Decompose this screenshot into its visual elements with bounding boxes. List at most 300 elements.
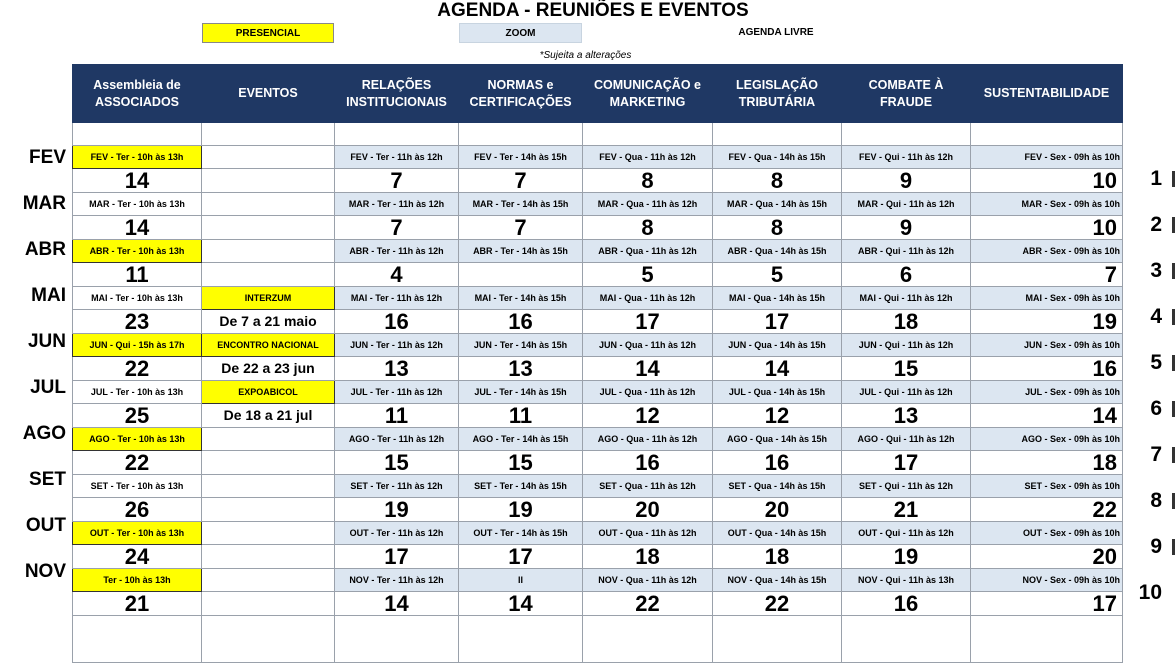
day-number: 21	[124, 591, 150, 616]
event-dates: De 7 a 21 maio	[219, 313, 317, 329]
relacoes-time-cell	[335, 522, 459, 545]
day-number: 19	[1092, 309, 1117, 334]
normas-time-cell	[459, 287, 583, 310]
fraude-time-cell	[842, 569, 971, 592]
time-label: MAR - Qua - 11h às 12h	[597, 199, 698, 209]
comunicacao-time-cell	[583, 381, 713, 404]
col-header-comunicacao: COMUNICAÇÃO e MARKETING	[583, 65, 713, 123]
col-header-legislacao: LEGISLAÇÃO TRIBUTÁRIA	[713, 65, 842, 123]
legislacao-day-cell	[713, 216, 842, 240]
day-number: 19	[893, 544, 919, 569]
edge-marker	[1172, 217, 1175, 233]
time-label: Ter - 10h às 13h	[103, 575, 171, 585]
comunicacao-day-cell	[583, 404, 713, 428]
col-header-relacoes: RELAÇÕES INSTITUCIONAIS	[335, 65, 459, 123]
assembleia-day-cell	[73, 310, 202, 334]
time-label: MAR - Ter - 14h às 15h	[472, 199, 569, 209]
assembleia-day-cell	[73, 545, 202, 569]
time-label: SET - Sex - 09h às 10h	[1024, 481, 1120, 491]
schedule-day-row	[73, 592, 1123, 616]
schedule-day-row	[73, 357, 1123, 381]
month-label: MAI	[31, 285, 66, 306]
schedule-label-row	[73, 475, 1123, 498]
normas-time-cell	[459, 146, 583, 169]
time-label: JUN - Qui - 15h às 17h	[89, 340, 185, 350]
event-name: INTERZUM	[244, 293, 292, 303]
time-label: MAI - Qua - 11h às 12h	[599, 293, 696, 303]
time-label: ABR - Ter - 11h às 12h	[349, 246, 444, 256]
schedule-day-row	[73, 169, 1123, 193]
event-dates-cell	[202, 545, 335, 569]
sustentabilidade-time-cell	[971, 381, 1123, 404]
time-label: AGO - Qui - 11h às 12h	[857, 434, 955, 444]
relacoes-time-cell	[335, 193, 459, 216]
comunicacao-time-cell	[583, 428, 713, 451]
sustentabilidade-day-cell	[971, 216, 1123, 240]
normas-day-cell	[459, 404, 583, 428]
legislacao-time-cell	[713, 334, 842, 357]
agenda-table	[72, 64, 1123, 663]
time-label: ABR - Qua - 11h às 12h	[598, 246, 697, 256]
time-label: JUL - Ter - 14h às 15h	[474, 387, 567, 397]
day-number: 12	[635, 403, 660, 428]
time-label: MAR - Sex - 09h às 10h	[1021, 199, 1120, 209]
sustentabilidade-day-cell	[971, 592, 1123, 616]
day-number: 19	[508, 497, 533, 522]
month-label: SET	[29, 469, 66, 490]
month-label: FEV	[29, 147, 66, 168]
normas-day-cell	[459, 592, 583, 616]
assembleia-time-cell	[73, 428, 202, 451]
time-label: MAR - Ter - 10h às 13h	[89, 199, 185, 209]
edge-marker	[1172, 493, 1175, 509]
comunicacao-time-cell	[583, 475, 713, 498]
relacoes-time-cell	[335, 240, 459, 263]
time-label: MAI - Qui - 11h às 12h	[859, 293, 953, 303]
day-number: 26	[124, 497, 150, 522]
relacoes-day-cell	[335, 310, 459, 334]
normas-day-cell	[459, 169, 583, 193]
day-number: 17	[635, 309, 660, 334]
empty-row	[73, 616, 1123, 663]
schedule-label-row	[73, 522, 1123, 545]
event-dates: De 18 a 21 jul	[223, 407, 313, 423]
time-label: MAR - Qua - 14h às 15h	[726, 199, 828, 209]
row-index: 9	[1150, 535, 1162, 558]
normas-time-cell	[459, 569, 583, 592]
subject-to-change-note: *Sujeita a alterações	[539, 50, 632, 61]
normas-day-cell	[459, 216, 583, 240]
time-label: JUN - Ter - 14h às 15h	[473, 340, 568, 350]
time-label: AGO - Ter - 10h às 13h	[89, 434, 185, 444]
day-number: 21	[893, 497, 919, 522]
assembleia-time-cell	[73, 240, 202, 263]
assembleia-time-cell	[73, 569, 202, 592]
day-number: 14	[508, 591, 533, 616]
time-label: NOV - Qua - 14h às 15h	[727, 575, 827, 585]
assembleia-day-cell	[73, 592, 202, 616]
relacoes-time-cell	[335, 146, 459, 169]
sustentabilidade-time-cell	[971, 522, 1123, 545]
time-label: ABR - Sex - 09h às 10h	[1022, 246, 1120, 256]
legislacao-day-cell	[713, 263, 842, 287]
day-number: 5	[641, 262, 654, 287]
relacoes-time-cell	[335, 569, 459, 592]
event-name-cell	[202, 334, 335, 357]
event-name-cell	[202, 146, 335, 169]
day-number: 7	[390, 215, 403, 240]
legislacao-time-cell	[713, 475, 842, 498]
relacoes-time-cell	[335, 428, 459, 451]
sustentabilidade-day-cell	[971, 263, 1123, 287]
relacoes-day-cell	[335, 404, 459, 428]
day-number: 4	[390, 262, 403, 287]
fraude-day-cell	[842, 404, 971, 428]
fraude-time-cell	[842, 334, 971, 357]
assembleia-day-cell	[73, 263, 202, 287]
day-number: 20	[1092, 544, 1117, 569]
sustentabilidade-day-cell	[971, 498, 1123, 522]
normas-time-cell	[459, 193, 583, 216]
fraude-day-cell	[842, 310, 971, 334]
time-label: SET - Qua - 14h às 15h	[728, 481, 826, 491]
day-number: 16	[635, 450, 660, 475]
day-number: 15	[508, 450, 533, 475]
month-label: ABR	[24, 239, 66, 260]
time-label: OUT - Ter - 14h às 15h	[473, 528, 568, 538]
normas-day-cell	[459, 545, 583, 569]
legislacao-time-cell	[713, 193, 842, 216]
fraude-time-cell	[842, 475, 971, 498]
edge-marker	[1172, 401, 1175, 417]
legislacao-day-cell	[713, 498, 842, 522]
col-header-fraude: COMBATE À FRAUDE	[842, 65, 971, 123]
assembleia-day-cell	[73, 216, 202, 240]
fraude-time-cell	[842, 146, 971, 169]
time-label: MAR - Qui - 11h às 12h	[857, 199, 955, 209]
col-header-eventos: EVENTOS	[202, 65, 335, 123]
event-dates-cell	[202, 592, 335, 616]
time-label: JUN - Qui - 11h às 12h	[858, 340, 954, 350]
fraude-day-cell	[842, 216, 971, 240]
schedule-day-row	[73, 263, 1123, 287]
event-dates-cell	[202, 357, 335, 381]
assembleia-time-cell	[73, 287, 202, 310]
legend-agenda-livre: AGENDA LIVRE	[738, 27, 814, 38]
col-header-assembleia: Assembleia de ASSOCIADOS	[73, 65, 202, 123]
day-number: 22	[1092, 497, 1117, 522]
assembleia-day-cell	[73, 451, 202, 475]
event-name-cell	[202, 569, 335, 592]
day-number: 16	[1092, 356, 1117, 381]
comunicacao-day-cell	[583, 216, 713, 240]
day-number: 7	[514, 168, 527, 193]
time-label: NOV - Sex - 09h às 10h	[1022, 575, 1120, 585]
day-number: 17	[508, 544, 533, 569]
schedule-day-row	[73, 545, 1123, 569]
event-dates-cell	[202, 169, 335, 193]
normas-day-cell	[459, 310, 583, 334]
event-dates: De 22 a 23 jun	[221, 360, 315, 376]
day-number: 24	[124, 544, 150, 569]
time-label: JUL - Qua - 11h às 12h	[599, 387, 696, 397]
day-number: 17	[1092, 591, 1117, 616]
schedule-label-row	[73, 146, 1123, 169]
sustentabilidade-time-cell	[971, 240, 1123, 263]
day-number: 18	[764, 544, 790, 569]
day-number: 11	[125, 262, 149, 287]
time-label: ABR - Qua - 14h às 15h	[727, 246, 827, 256]
time-label: SET - Qua - 11h às 12h	[599, 481, 696, 491]
event-dates-cell	[202, 310, 335, 334]
legend-presencial: PRESENCIAL	[202, 23, 334, 43]
day-number: 18	[1092, 450, 1117, 475]
event-dates-cell	[202, 404, 335, 428]
time-label: SET - Qui - 11h às 12h	[858, 481, 954, 491]
edge-marker	[1172, 355, 1175, 371]
sustentabilidade-time-cell	[971, 193, 1123, 216]
event-dates-cell	[202, 451, 335, 475]
day-number: 13	[893, 403, 919, 428]
edge-marker	[1172, 309, 1175, 325]
comunicacao-day-cell	[583, 545, 713, 569]
time-label: JUN - Sex - 09h às 10h	[1023, 340, 1120, 350]
comunicacao-day-cell	[583, 169, 713, 193]
schedule-label-row	[73, 381, 1123, 404]
time-label: ABR - Ter - 10h às 13h	[89, 246, 185, 256]
fraude-time-cell	[842, 193, 971, 216]
event-dates-cell	[202, 498, 335, 522]
event-name: ENCONTRO NACIONAL	[217, 340, 319, 350]
comunicacao-day-cell	[583, 310, 713, 334]
row-index: 3	[1150, 259, 1162, 282]
row-index: 8	[1150, 489, 1162, 512]
day-number: 12	[764, 403, 790, 428]
edge-marker	[1172, 539, 1175, 555]
time-label: AGO - Qua - 14h às 15h	[726, 434, 828, 444]
fraude-time-cell	[842, 287, 971, 310]
schedule-day-row	[73, 498, 1123, 522]
col-header-sustentabilidade: SUSTENTABILIDADE	[971, 65, 1123, 123]
day-number: 6	[899, 262, 913, 287]
time-label: AGO - Sex - 09h às 10h	[1021, 434, 1120, 444]
comunicacao-time-cell	[583, 193, 713, 216]
day-number: 13	[384, 356, 409, 381]
time-label: MAR - Ter - 11h às 12h	[348, 199, 445, 209]
relacoes-day-cell	[335, 216, 459, 240]
header-row	[73, 65, 1123, 123]
day-number: 10	[1092, 215, 1117, 240]
time-label: FEV - Ter - 10h às 13h	[90, 152, 184, 162]
time-label: MAI - Ter - 10h às 13h	[91, 293, 183, 303]
normas-time-cell	[459, 240, 583, 263]
day-number: 13	[508, 356, 533, 381]
event-name-cell	[202, 240, 335, 263]
day-number: 11	[508, 403, 533, 428]
schedule-label-row	[73, 428, 1123, 451]
sustentabilidade-day-cell	[971, 404, 1123, 428]
legislacao-time-cell	[713, 569, 842, 592]
comunicacao-time-cell	[583, 334, 713, 357]
event-name-cell	[202, 428, 335, 451]
event-name-cell	[202, 193, 335, 216]
event-name-cell	[202, 381, 335, 404]
day-number: 22	[124, 450, 150, 475]
time-label: JUL - Qua - 14h às 15h	[728, 387, 826, 397]
day-number: 5	[770, 262, 784, 287]
time-label: MAI - Qua - 14h às 15h	[728, 293, 826, 303]
month-label: JUL	[30, 377, 66, 398]
time-label: SET - Ter - 10h às 13h	[90, 481, 184, 491]
comunicacao-day-cell	[583, 263, 713, 287]
normas-time-cell	[459, 381, 583, 404]
spacer-row	[73, 123, 1123, 146]
row-index: 5	[1150, 351, 1162, 374]
assembleia-day-cell	[73, 169, 202, 193]
day-number: 11	[384, 403, 409, 428]
legislacao-day-cell	[713, 310, 842, 334]
day-number: 16	[384, 309, 409, 334]
normas-time-cell	[459, 475, 583, 498]
time-label: FEV - Qui - 11h às 12h	[858, 152, 954, 162]
day-number: 22	[764, 591, 790, 616]
time-label: FEV - Ter - 11h às 12h	[350, 152, 443, 162]
sustentabilidade-time-cell	[971, 428, 1123, 451]
fraude-day-cell	[842, 451, 971, 475]
sustentabilidade-day-cell	[971, 545, 1123, 569]
assembleia-day-cell	[73, 498, 202, 522]
fraude-time-cell	[842, 381, 971, 404]
relacoes-time-cell	[335, 334, 459, 357]
time-label: JUL - Ter - 10h às 13h	[90, 387, 184, 397]
day-number: 8	[770, 168, 784, 193]
day-number: 22	[635, 591, 660, 616]
relacoes-day-cell	[335, 592, 459, 616]
day-number: 17	[384, 544, 409, 569]
time-label: SET - Ter - 11h às 12h	[350, 481, 443, 491]
day-number: 22	[124, 356, 150, 381]
day-number: 9	[899, 168, 913, 193]
day-number: 8	[641, 215, 654, 240]
row-index: 1	[1150, 167, 1162, 190]
schedule-day-row	[73, 216, 1123, 240]
comunicacao-day-cell	[583, 592, 713, 616]
schedule-label-row	[73, 193, 1123, 216]
day-number: 16	[764, 450, 790, 475]
assembleia-time-cell	[73, 475, 202, 498]
fraude-day-cell	[842, 263, 971, 287]
sustentabilidade-time-cell	[971, 287, 1123, 310]
sustentabilidade-day-cell	[971, 357, 1123, 381]
fraude-time-cell	[842, 428, 971, 451]
legislacao-day-cell	[713, 357, 842, 381]
assembleia-time-cell	[73, 193, 202, 216]
time-label: MAI - Sex - 09h às 10h	[1025, 293, 1120, 303]
fraude-time-cell	[842, 240, 971, 263]
edge-marker	[1172, 447, 1175, 463]
month-label: OUT	[25, 515, 66, 536]
event-dates-cell	[202, 263, 335, 287]
assembleia-day-cell	[73, 404, 202, 428]
comunicacao-time-cell	[583, 240, 713, 263]
page-title: AGENDA - REUNIÕES E EVENTOS	[437, 0, 749, 21]
month-label: AGO	[22, 423, 66, 444]
day-number: 17	[893, 450, 919, 475]
fraude-day-cell	[842, 592, 971, 616]
time-label: AGO - Ter - 11h às 12h	[348, 434, 445, 444]
normas-time-cell	[459, 334, 583, 357]
day-number: 25	[124, 403, 150, 428]
day-number: 8	[641, 168, 654, 193]
legislacao-day-cell	[713, 545, 842, 569]
fraude-day-cell	[842, 169, 971, 193]
comunicacao-day-cell	[583, 498, 713, 522]
assembleia-time-cell	[73, 334, 202, 357]
day-number: 9	[899, 215, 913, 240]
legislacao-time-cell	[713, 522, 842, 545]
day-number: 7	[390, 168, 403, 193]
time-label: MAI - Ter - 11h às 12h	[350, 293, 443, 303]
relacoes-time-cell	[335, 287, 459, 310]
time-label: FEV - Sex - 09h às 10h	[1024, 152, 1120, 162]
relacoes-day-cell	[335, 357, 459, 381]
time-label: SET - Ter - 14h às 15h	[474, 481, 567, 491]
day-number: 18	[635, 544, 660, 569]
legislacao-time-cell	[713, 240, 842, 263]
legislacao-day-cell	[713, 169, 842, 193]
comunicacao-time-cell	[583, 146, 713, 169]
time-label: JUL - Sex - 09h às 10h	[1025, 387, 1120, 397]
row-index: 10	[1138, 581, 1162, 604]
row-index: 2	[1150, 213, 1162, 236]
event-name-cell	[202, 475, 335, 498]
relacoes-day-cell	[335, 498, 459, 522]
row-index: 7	[1150, 443, 1162, 466]
time-label: NOV - Qui - 11h às 13h	[857, 575, 955, 585]
relacoes-time-cell	[335, 381, 459, 404]
legislacao-time-cell	[713, 287, 842, 310]
sustentabilidade-time-cell	[971, 146, 1123, 169]
legislacao-time-cell	[713, 146, 842, 169]
schedule-day-row	[73, 310, 1123, 334]
day-number: 16	[893, 591, 919, 616]
time-label: ABR - Qui - 11h às 12h	[857, 246, 955, 256]
event-name-cell	[202, 522, 335, 545]
legislacao-day-cell	[713, 404, 842, 428]
comunicacao-day-cell	[583, 451, 713, 475]
col-header-normas: NORMAS e CERTIFICAÇÕES	[459, 65, 583, 123]
day-number: 20	[635, 497, 660, 522]
day-number: 8	[770, 215, 784, 240]
time-label: AGO - Ter - 14h às 15h	[472, 434, 569, 444]
day-number: 14	[1092, 403, 1117, 428]
time-label: AGO - Qua - 11h às 12h	[597, 434, 698, 444]
time-label: OUT - Qua - 14h às 15h	[727, 528, 827, 538]
legislacao-day-cell	[713, 592, 842, 616]
normas-day-cell	[459, 263, 583, 287]
sustentabilidade-time-cell	[971, 334, 1123, 357]
legislacao-time-cell	[713, 428, 842, 451]
relacoes-day-cell	[335, 451, 459, 475]
time-label: JUL - Ter - 11h às 12h	[350, 387, 443, 397]
relacoes-day-cell	[335, 169, 459, 193]
day-number: 20	[764, 497, 790, 522]
day-number: 15	[384, 450, 409, 475]
time-label: FEV - Ter - 14h às 15h	[474, 152, 567, 162]
day-number: 14	[384, 591, 409, 616]
sustentabilidade-time-cell	[971, 475, 1123, 498]
time-label: ABR - Ter - 14h às 15h	[473, 246, 568, 256]
